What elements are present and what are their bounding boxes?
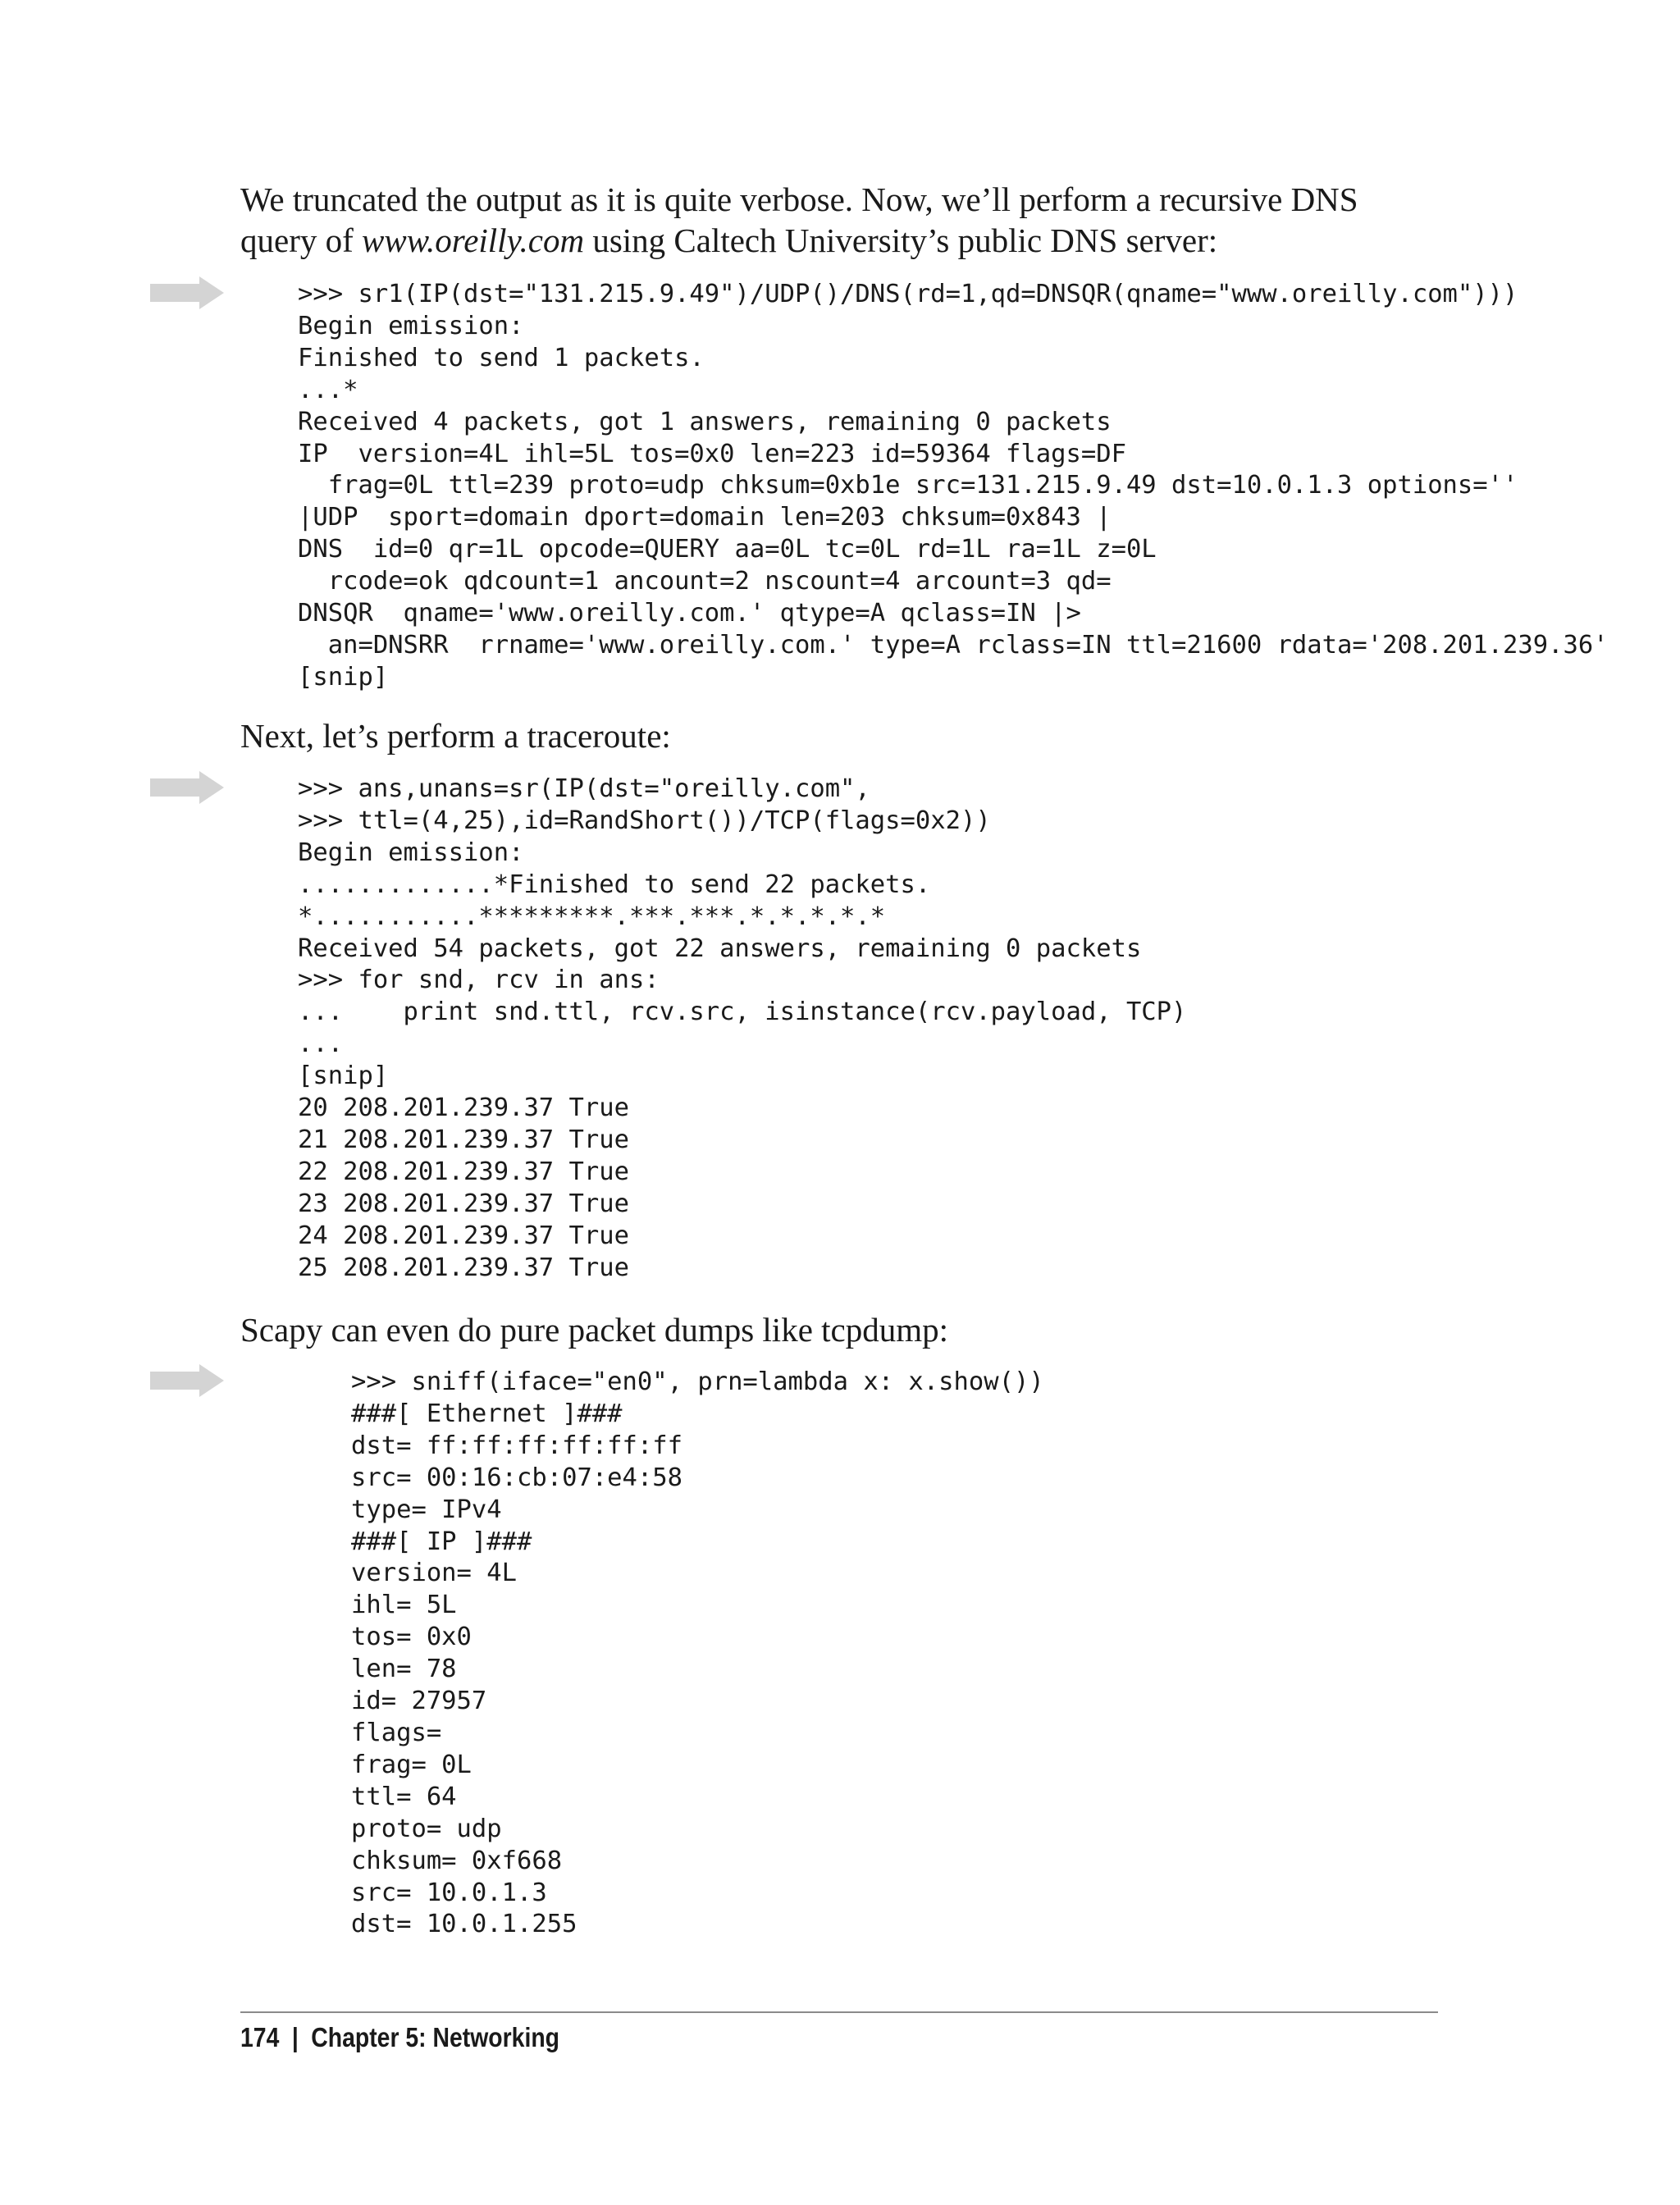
intro-text-end: using Caltech University’s public DNS server:: [584, 221, 1218, 259]
arrow-right-icon: [150, 771, 224, 804]
dns-query-code-block: >>> sr1(IP(dst="131.215.9.49")/UDP()/DNS(rd=1,qd=DNSQR(qname="www.oreilly.com"))) Begin emission: Finished to send 1 packets. ...* Received 4 packets, got 1 answers, remaining 0 packets IP version=4L ihl=5L tos=0x0 len=223 id=59364 flags=DF frag=0L ttl=239 proto=udp chksum=0xb1e src=131.215.9.49 dst=10.0.1.3 options='' |UDP sport=domain dport=domain len=203 chksum=0x843 | DNS id=0 qr=1L opcode=QUERY aa=0L tc=0L rd=1L ra=1L z=0L rcode=ok qdcount=1 ancount=2 nscount=4 arcount=3 qd= DNSQR qname='www.oreilly.com.' qtype=A qclass=IN |> an=DNSRR rrname='www.oreilly.com.' type=A rclass=IN ttl=21600 rdata='208.201.239.36' [snip]: [298, 280, 1609, 692]
page-number: 174: [240, 2022, 280, 2052]
chapter-title: Chapter 5: Networking: [311, 2022, 560, 2052]
sniff-code-block: >>> sniff(iface="en0", prn=lambda x: x.show()) ###[ Ethernet ]### dst= ff:ff:ff:ff:ff:ff src= 00:16:cb:07:e4:58 type= IPv4 ###[ IP ]### version= 4L ihl= 5L tos= 0x0 len= 78 id= 27957 flags= frag= 0L ttl= 64 proto= udp chksum= 0xf668 src= 10.0.1.3 dst= 10.0.1.255: [351, 1367, 1044, 1939]
traceroute-code-block: >>> ans,unans=sr(IP(dst="oreilly.com", >>> ttl=(4,25),id=RandShort())/TCP(flags=0x2)) Begin emission: .............*Finished to send 22 packets. *...........*********.***.***.*.*.*.*.* Received 54 packets, got 22 answers, remaining 0 packets >>> for snd, rcv in ans: ... print snd.ttl, rcv.src, isinstance(rcv.payload, TCP) ... [snip] 20 208.201.239.37 True 21 208.201.239.37 True 22 208.201.239.37 True 23 208.201.239.37 True 24 208.201.239.37 True 25 208.201.239.37 True: [298, 774, 1187, 1282]
oreilly-url: www.oreilly.com: [362, 221, 585, 259]
page-footer: [240, 2020, 559, 2056]
arrow-right-icon: [150, 276, 224, 309]
footer-rule: [240, 2011, 1438, 2013]
arrow-right-icon: [150, 1364, 224, 1397]
footer-separator: |: [291, 2022, 299, 2052]
intro-paragraph: [240, 179, 1438, 261]
intro-text-start: We truncated the output as it is quite verbose. Now, we’ll perform a recursive DNS query of: [240, 180, 1358, 259]
traceroute-paragraph: Next, let’s perform a traceroute:: [240, 717, 671, 755]
sniff-paragraph: Scapy can even do pure packet dumps like tcpdump:: [240, 1311, 949, 1349]
